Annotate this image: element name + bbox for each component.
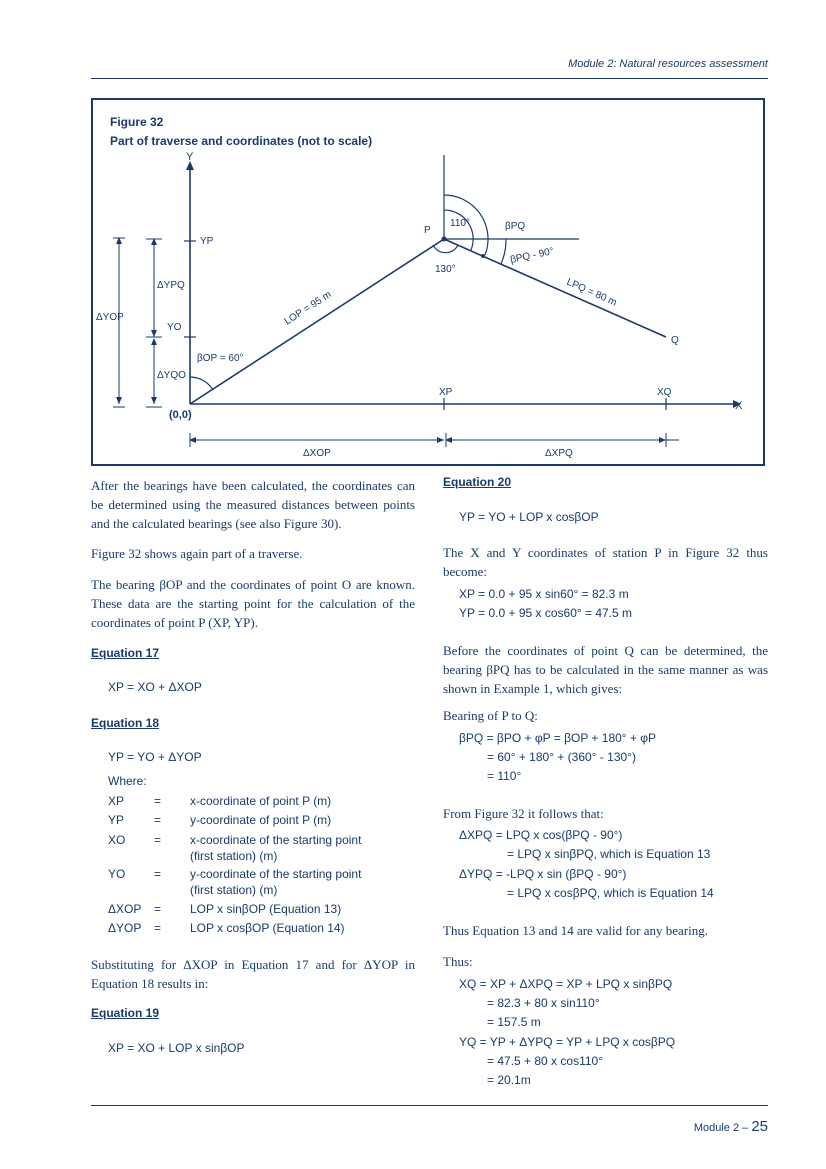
def-symbol: ΔYOP xyxy=(108,921,142,935)
arc-bpq xyxy=(444,210,473,250)
footer-module: Module 2 – xyxy=(693,1122,752,1134)
eq19-heading: Equation 19 xyxy=(91,1006,160,1020)
line-op xyxy=(190,239,444,404)
right-para-4: From Figure 32 it follows that: xyxy=(443,806,604,821)
dyqo-label: ΔYQO xyxy=(157,370,186,381)
angle-110-label: 110° xyxy=(450,218,470,229)
def-symbol: YO xyxy=(108,867,126,881)
xq-line-2: = 82.3 + 80 x sin110° xyxy=(487,996,600,1010)
eq18: YP = YO + ΔYOP xyxy=(108,750,202,764)
def-symbol: YP xyxy=(108,813,125,827)
eq18-heading: Equation 18 xyxy=(91,716,160,730)
left-para-4: Substituting for ΔXOP in Equation 17 and for ΔYOP in Equation 18 results in: xyxy=(91,957,415,991)
arc-bpq90 xyxy=(501,239,506,264)
def-equals: = xyxy=(154,902,162,916)
eq17: XP = XO + ΔXOP xyxy=(108,680,202,694)
origin-label: (0,0) xyxy=(169,409,192,421)
dxop-label: ΔXOP xyxy=(303,448,331,459)
def-text: y-coordinate of point P (m) xyxy=(190,813,332,827)
point-q-label: Q xyxy=(671,335,679,346)
page-number: 25 xyxy=(751,1118,768,1135)
def-symbol: ΔXOP xyxy=(108,902,142,916)
bearing-line-2: = 60° + 180° + (360° - 130°) xyxy=(487,750,636,764)
def-equals: = xyxy=(154,833,162,847)
angle-130-label: 130° xyxy=(435,264,456,275)
point-p-marker xyxy=(442,237,447,242)
line-pq xyxy=(444,239,666,337)
def-symbol: XO xyxy=(108,833,126,847)
arc-130 xyxy=(433,245,458,253)
def-text: x-coordinate of point P (m) xyxy=(190,794,332,808)
dy-line-1: ΔYPQ = -LPQ x sin (βPQ - 90°) xyxy=(459,867,627,881)
def-text: x-coordinate of the starting point xyxy=(190,833,362,847)
def-text-cont: (first station) (m) xyxy=(190,883,278,897)
xq-line-3: = 157.5 m xyxy=(487,1015,541,1029)
figure-number: Figure 32 xyxy=(110,115,164,129)
page-footer xyxy=(694,1118,768,1135)
def-text: y-coordinate of the starting point xyxy=(190,867,362,881)
right-para-1: The X and Y coordinates of station P in Figure 32 thus become: xyxy=(443,545,768,579)
def-text-cont: (first station) (m) xyxy=(190,849,278,863)
dx-line-2: = LPQ x sinβPQ, which is Equation 13 xyxy=(507,847,711,861)
beta-op-label: βOP = 60° xyxy=(197,353,244,364)
xq-line-1: XQ = XP + ΔXPQ = XP + LPQ x sinβPQ xyxy=(459,977,673,991)
right-para-2: Before the coordinates of point Q can be determined, the bearing βPQ has to be calculated in the same manner as was shown in Example 1, which gives: xyxy=(443,643,768,696)
header-rule xyxy=(91,78,768,79)
left-para-2: Figure 32 shows again part of a traverse. xyxy=(91,546,303,561)
left-para-1: After the bearings have been calculated, the coordinates can be determined using the measured distances between points and the calculated bearings (see also Figure 30). xyxy=(91,478,415,531)
dxpq-label: ΔXPQ xyxy=(545,448,573,459)
right-para-6: Thus: xyxy=(443,954,473,969)
point-p-label: P xyxy=(424,225,431,236)
def-equals: = xyxy=(154,813,162,827)
xq-label: XQ xyxy=(657,387,672,398)
def-text: LOP x cosβOP (Equation 14) xyxy=(190,921,345,935)
y-axis-label: Y xyxy=(186,151,194,163)
dyop-label: ΔYOP xyxy=(96,312,124,323)
eq20-heading: Equation 20 xyxy=(443,475,512,489)
beta-pq-label: βPQ xyxy=(505,221,526,232)
l-op-label: LOP = 95 m xyxy=(282,289,334,328)
bearing-line-1: βPQ = βPO + φP = βOP + 180° + φP xyxy=(459,731,657,745)
xp-label: XP xyxy=(439,387,453,398)
calc-xp: XP = 0.0 + 95 x sin60° = 82.3 m xyxy=(459,587,629,601)
eq19: XP = XO + LOP x sinβOP xyxy=(108,1041,245,1055)
dy-line-2: = LPQ x cosβPQ, which is Equation 14 xyxy=(507,886,714,900)
calc-yp: YP = 0.0 + 95 x cos60° = 47.5 m xyxy=(459,606,633,620)
def-text: LOP x sinβOP (Equation 13) xyxy=(190,902,342,916)
eq20: YP = YO + LOP x cosβOP xyxy=(459,510,599,524)
bearing-line-3: = 110° xyxy=(487,769,522,783)
yo-label: YO xyxy=(167,322,182,333)
figure-title: Part of traverse and coordinates (not to scale) xyxy=(110,134,373,148)
x-axis-label: X xyxy=(735,400,743,412)
footer-rule xyxy=(91,1105,768,1106)
running-header: Module 2: Natural resources assessment xyxy=(568,58,768,70)
dypq-label: ΔYPQ xyxy=(157,280,185,291)
def-equals: = xyxy=(154,794,162,808)
yq-line-3: = 20.1m xyxy=(487,1073,531,1087)
right-para-3: Bearing of P to Q: xyxy=(443,708,538,723)
arc-bop xyxy=(190,377,213,390)
yp-label: YP xyxy=(200,236,214,247)
beta-pq-minus-90-label: βPQ - 90° xyxy=(509,245,555,266)
yq-line-1: YQ = YP + ΔYPQ = YP + LPQ x cosβPQ xyxy=(459,1035,676,1049)
def-equals: = xyxy=(154,867,162,881)
def-symbol: XP xyxy=(108,794,125,808)
where-label: Where: xyxy=(108,774,147,788)
traverse-diagram xyxy=(91,98,765,466)
eq17-heading: Equation 17 xyxy=(91,646,160,660)
right-para-5: Thus Equation 13 and 14 are valid for any bearing. xyxy=(443,923,708,938)
def-equals: = xyxy=(154,921,162,935)
yq-line-2: = 47.5 + 80 x cos110° xyxy=(487,1054,603,1068)
left-para-3: The bearing βOP and the coordinates of point O are known. These data are the starting point for the calculation of the coordinates of point P (XP, YP). xyxy=(91,577,415,630)
dx-line-1: ΔXPQ = LPQ x cos(βPQ - 90°) xyxy=(459,828,623,842)
l-pq-label: LPQ = 80 m xyxy=(564,276,619,309)
